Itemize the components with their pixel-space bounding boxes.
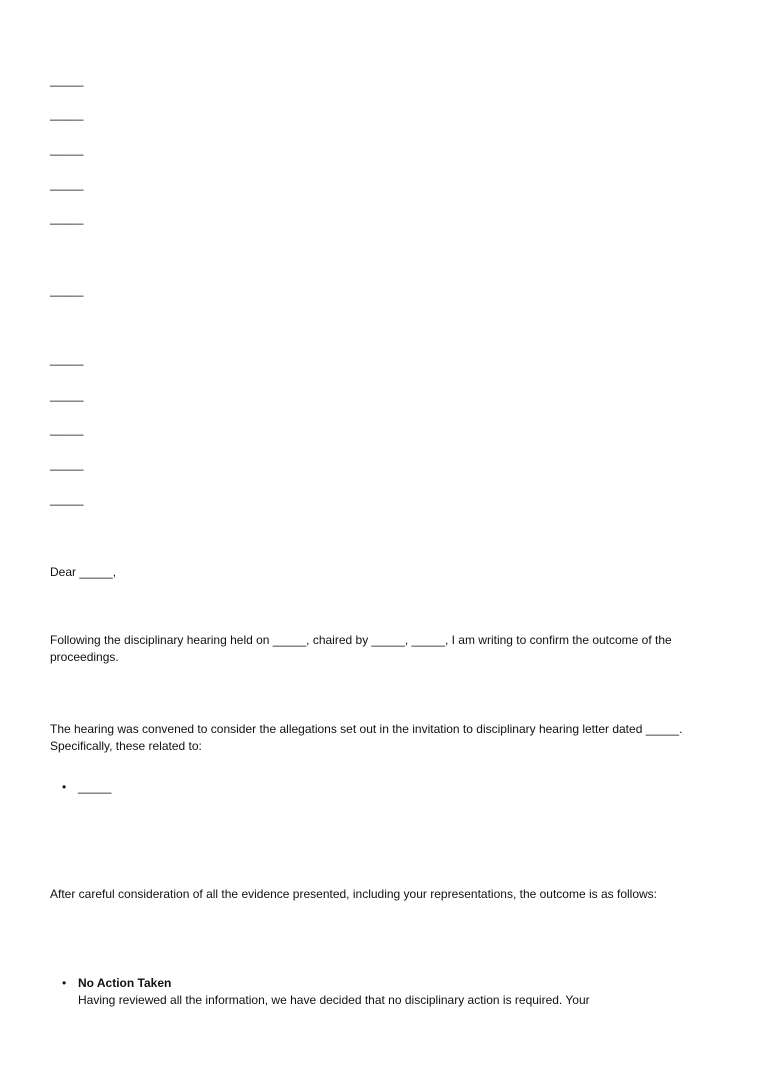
allegations-list [50, 779, 715, 796]
address-line-3: _____ [50, 142, 84, 156]
recipient-line-3: _____ [50, 422, 84, 436]
allegations-paragraph: The hearing was convened to consider the allegations set out in the invitation to disciplinary hearing letter dated _____. Specifically, these related to: [50, 722, 683, 753]
list-item [50, 975, 715, 1009]
recipient-line-1: _____ [50, 352, 84, 366]
outcome-intro-paragraph: After careful consideration of all the evidence presented, including your representations, the outcome is as follows: [50, 887, 658, 901]
address-line-2: _____ [50, 107, 84, 121]
outcome-title: No Action Taken [78, 976, 172, 990]
bullet-icon: • [62, 976, 67, 990]
outcome-list [50, 975, 715, 1009]
recipient-line-4: _____ [50, 457, 84, 471]
intro-paragraph: Following the disciplinary hearing held on _____, chaired by _____, _____, I am writing to confirm the outcome of the proceedings. [50, 633, 672, 664]
recipient-line-5: _____ [50, 492, 84, 506]
list-item [50, 779, 715, 796]
salutation: Dear _____, [50, 565, 117, 579]
allegation-text: _____ [78, 780, 112, 794]
date-line: _____ [50, 283, 84, 297]
address-line-1: _____ [50, 73, 84, 87]
bullet-icon: • [62, 780, 67, 794]
outcome-text: Having reviewed all the information, we have decided that no disciplinary action is required. Your [78, 993, 590, 1007]
address-line-4: _____ [50, 177, 84, 191]
address-line-5: _____ [50, 211, 84, 225]
recipient-line-2: _____ [50, 388, 84, 402]
